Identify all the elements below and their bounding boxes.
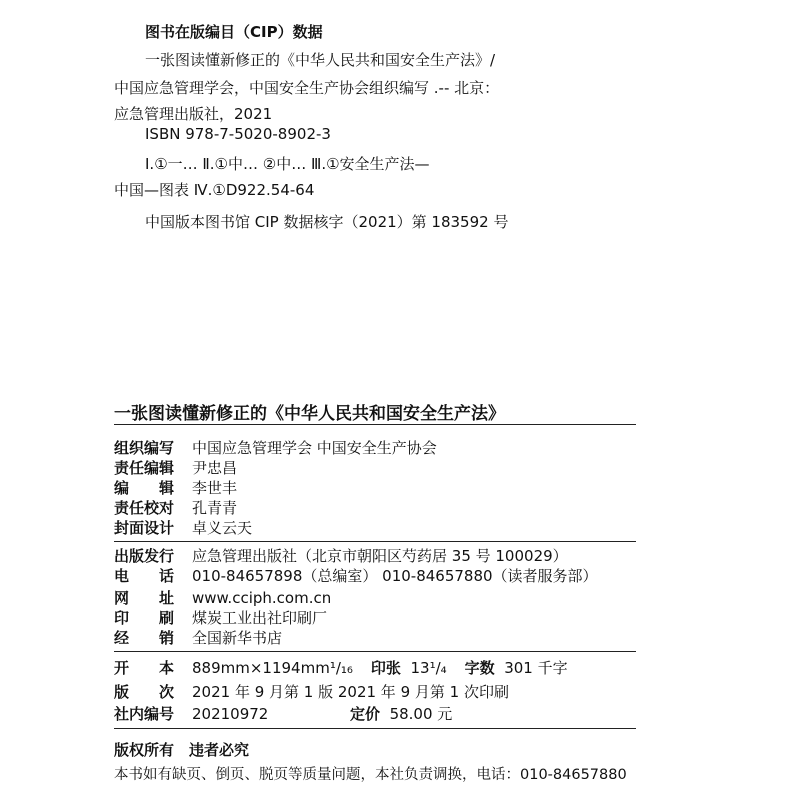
spec-price-value: 58.00 元 [389,705,453,723]
spec-price-label: 定价 [350,705,381,723]
pub-label: 经 销 [114,629,175,647]
book-title: 一张图读懂新修正的《中华人民共和国安全生产法》 [114,404,505,424]
cip-line-3: 应急管理出版社，2021 [114,105,273,123]
credit-label: 编 辑 [114,479,175,497]
cip-isbn: ISBN 978-7-5020-8902-3 [145,125,331,143]
pub-value: 全国新华书店 [192,629,283,647]
cip-heading: 图书在版编目（CIP）数据 [145,23,323,41]
pub-row-publisher [114,546,568,566]
pub-value: 010-84657898（总编室） 010-84657880（读者服务部） [192,567,598,585]
cip-classification-1: Ⅰ.①一… Ⅱ.①中… ②中… Ⅲ.①安全生产法— [145,155,430,173]
specs-rule [114,728,636,729]
credit-row-cover-design [114,518,252,538]
spec-words-label: 字数 [464,659,495,677]
spec-edition-value: 2021 年 9 月第 1 版 2021 年 9 月第 1 次印刷 [192,683,509,701]
spec-words-value: 301 千字 [504,659,568,677]
pub-label: 电 话 [114,567,175,585]
pub-row-website [114,588,331,608]
spec-sheets-value: 13¹/₄ [410,659,447,677]
credit-value: 孔青青 [192,499,238,517]
pub-value: www.cciph.com.cn [192,589,332,607]
credit-row-editor [114,458,237,478]
pub-label: 出版发行 [114,547,175,565]
cip-line-2: 中国应急管理学会，中国安全生产协会组织编写 .-- 北京： [114,79,500,97]
credit-value: 尹忠昌 [192,459,238,477]
cip-classification-2: 中国—图表 Ⅳ.①D922.54-64 [114,181,315,199]
credit-row-editor-2 [114,478,237,498]
credit-label: 责任校对 [114,499,175,517]
spec-label: 版 次 [114,683,175,701]
credit-row-organizer [114,438,437,458]
pub-value: 应急管理出版社（北京市朝阳区芍药居 35 号 100029） [192,547,568,565]
credit-label: 封面设计 [114,519,175,537]
pub-label: 网 址 [114,589,175,607]
pub-value: 煤炭工业出社印刷厂 [192,609,328,627]
spec-row-format [114,658,568,678]
cip-number: 中国版本图书馆 CIP 数据核字（2021）第 183592 号 [145,213,509,231]
pub-label: 印 刷 [114,609,175,627]
pub-row-phone [114,566,598,586]
pub-row-printer [114,608,327,628]
credits-rule [114,541,636,542]
spec-row-edition [114,682,509,702]
title-rule [114,424,636,425]
credit-label: 责任编辑 [114,459,175,477]
credit-row-proofreader [114,498,237,518]
spec-format-value: 889mm×1194mm¹/₁₆ [192,659,353,677]
spec-label: 开 本 [114,659,175,677]
spec-row-internal [114,704,452,724]
publishing-rule [114,651,636,652]
cip-line-1: 一张图读懂新修正的《中华人民共和国安全生产法》/ [145,51,496,69]
credit-value: 中国应急管理学会 中国安全生产协会 [192,439,437,457]
spec-sheets-label: 印张 [370,659,401,677]
spec-internal-value: 20210972 [192,705,269,723]
quality-notice: 本书如有缺页、倒页、脱页等质量问题，本社负责调换，电话：010-84657880 [114,767,627,783]
pub-row-distributor [114,628,282,648]
credit-value: 卓义云天 [192,519,253,537]
credit-label: 组织编写 [114,439,175,457]
spec-label: 社内编号 [114,705,175,723]
credit-value: 李世丰 [192,479,238,497]
copyright-notice: 版权所有 违者必究 [114,741,250,759]
